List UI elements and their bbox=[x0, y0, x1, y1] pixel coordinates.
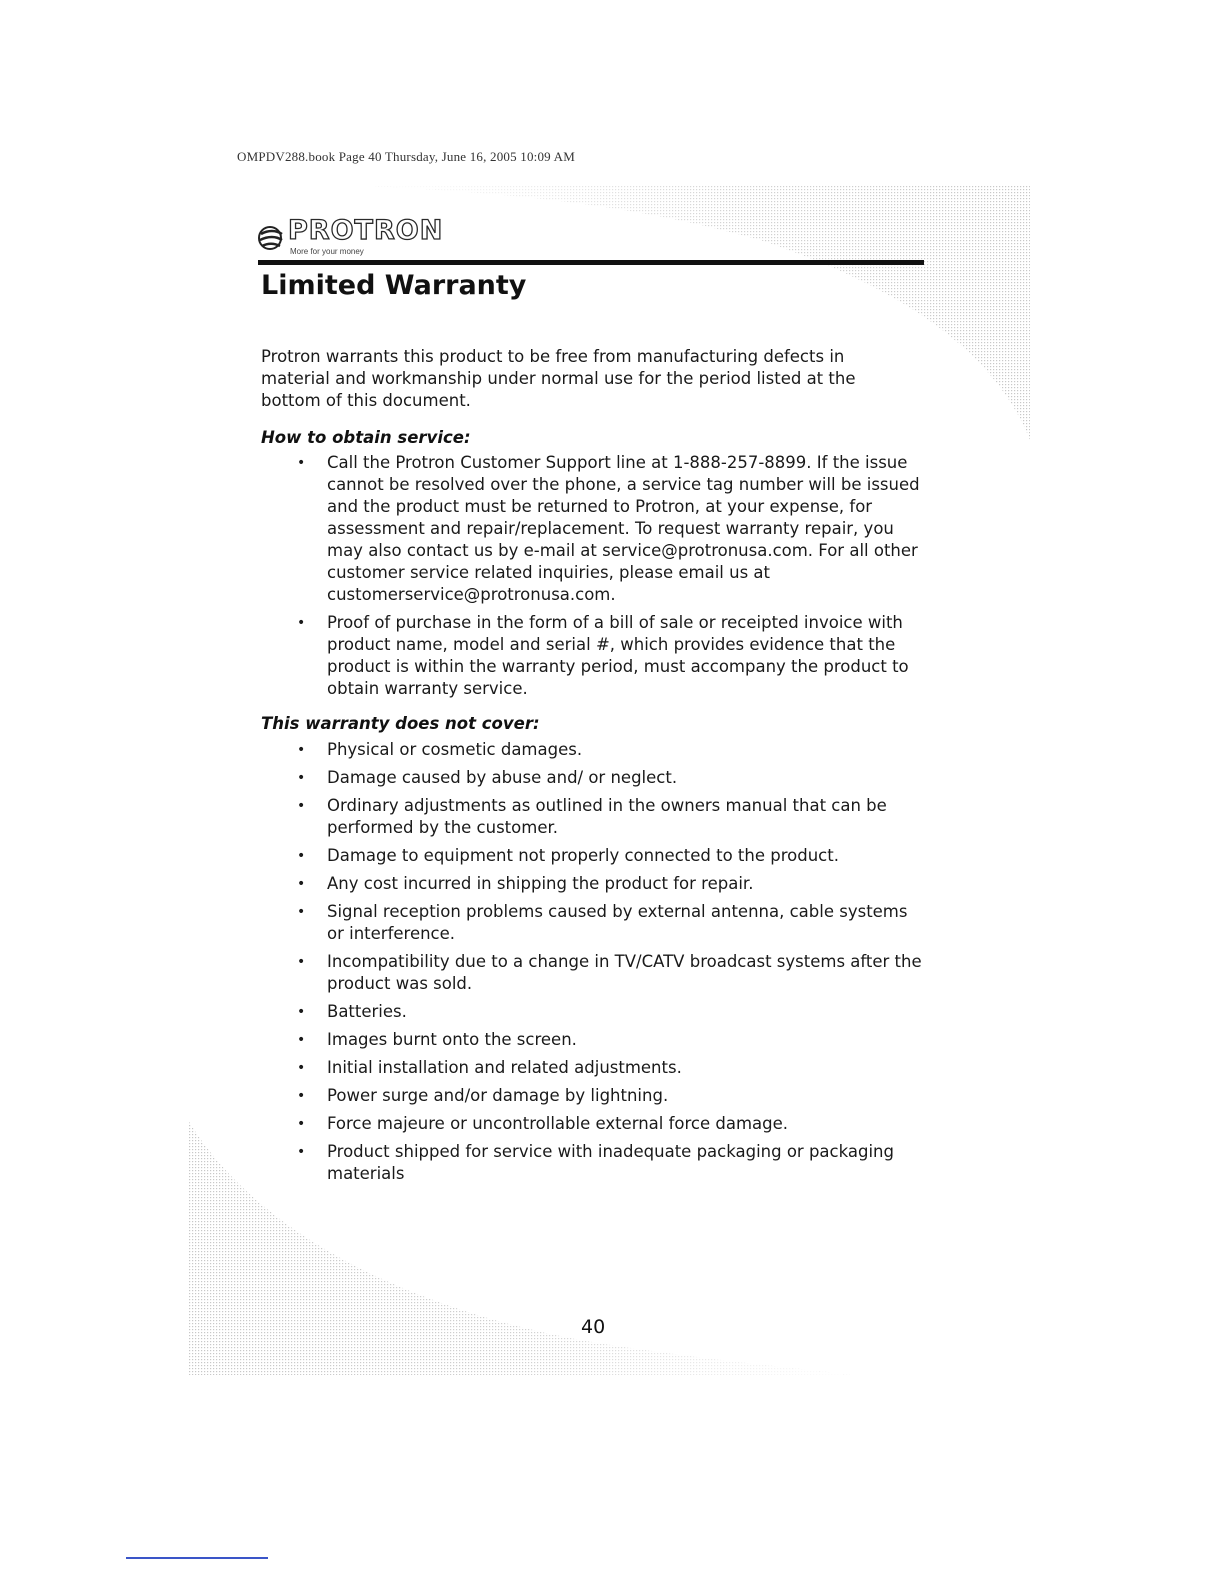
list-item: • Incompatibility due to a change in TV/CATV broadcast systems after the product was sold. bbox=[297, 951, 927, 995]
print-header: OMPDV288.book Page 40 Thursday, June 16, 2005 10:09 AM bbox=[237, 149, 575, 164]
list-item: • Damage to equipment not properly connected to the product. bbox=[297, 845, 927, 867]
list-item: • Physical or cosmetic damages. bbox=[297, 739, 927, 761]
list-item: • Ordinary adjustments as outlined in the owners manual that can be performed by the customer. bbox=[297, 795, 927, 839]
logo-globe-icon bbox=[258, 220, 284, 254]
intro-paragraph: Protron warrants this product to be free from manufacturing defects in material and workmanship under normal use for the period listed at the bottom of this document. bbox=[261, 347, 856, 410]
logo-wordmark: PROTRON bbox=[288, 215, 444, 246]
list-item: • Damage caused by abuse and/ or neglect. bbox=[297, 767, 927, 789]
list-item: • Any cost incurred in shipping the product for repair. bbox=[297, 873, 927, 895]
list-item: • Signal reception problems caused by external antenna, cable systems or interference. bbox=[297, 901, 927, 945]
exclusions-heading: This warranty does not cover: bbox=[261, 714, 540, 733]
list-item: • Force majeure or uncontrollable external force damage. bbox=[297, 1113, 927, 1135]
list-item: • Power surge and/or damage by lightning. bbox=[297, 1085, 927, 1107]
footer-link-underline bbox=[126, 1557, 268, 1559]
page-number: 40 bbox=[581, 1316, 606, 1338]
list-item: • Call the Protron Customer Support line at 1-888-257-8899. If the issue cannot be resolved over the phone, a service tag number will be issued and the product must be returned to Protron, at your expense, for assessment and repair/replacement. To request warranty repair, you may also contact us by e-mail at service@protronusa.com. For all other customer service related inquiries, please email us at customerservice@protronusa.com. bbox=[297, 452, 927, 606]
list-item: • Images burnt onto the screen. bbox=[297, 1029, 927, 1051]
list-item: • Initial installation and related adjustments. bbox=[297, 1057, 927, 1079]
protron-logo bbox=[258, 215, 488, 262]
list-item: • Batteries. bbox=[297, 1001, 927, 1023]
list-item: • Product shipped for service with inadequate packaging or packaging materials bbox=[297, 1141, 927, 1185]
page-title: Limited Warranty bbox=[261, 270, 527, 301]
list-item: • Proof of purchase in the form of a bill of sale or receipted invoice with product name, model and serial #, which provides evidence that the product is within the warranty period, must accompany the product to obtain warranty service. bbox=[297, 612, 927, 700]
exclusions-list bbox=[297, 739, 927, 1191]
header-rule bbox=[258, 260, 924, 265]
logo-tagline: More for your money bbox=[290, 247, 364, 256]
service-heading: How to obtain service: bbox=[261, 428, 471, 447]
service-list bbox=[297, 452, 927, 706]
